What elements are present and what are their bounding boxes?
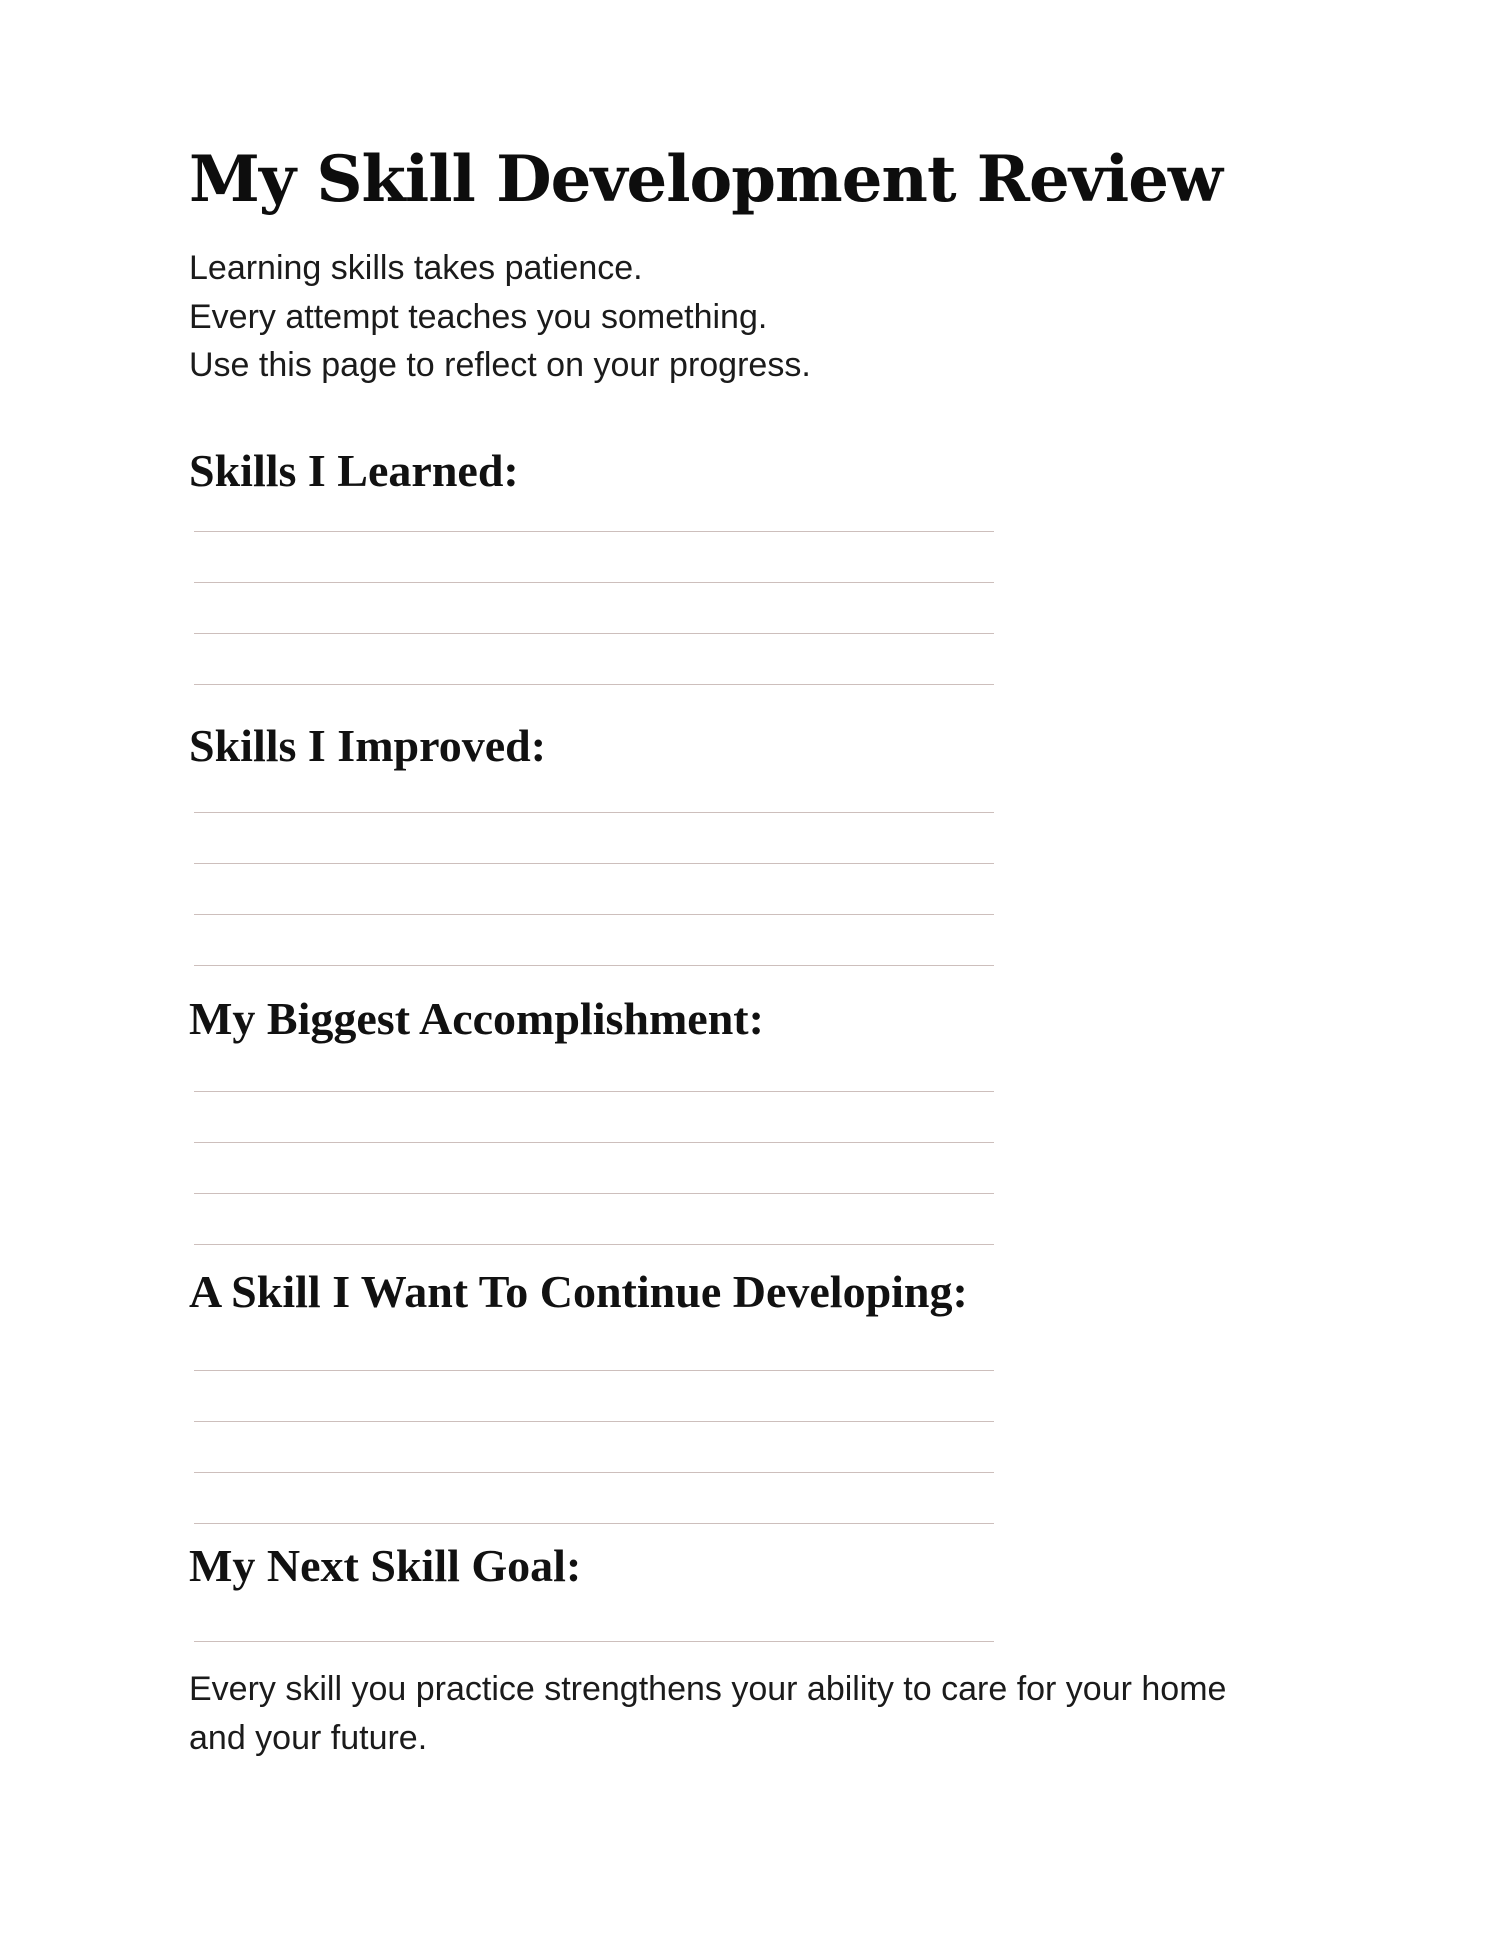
intro-text: [189, 244, 811, 390]
closing-line: Every skill you practice strengthens your ability to care for your home: [189, 1670, 1227, 1708]
writing-line[interactable]: [194, 1421, 994, 1422]
section-heading-continue-developing: A Skill I Want To Continue Developing:: [189, 1266, 968, 1317]
writing-line[interactable]: [194, 531, 994, 532]
writing-line[interactable]: [194, 965, 994, 966]
writing-line[interactable]: [194, 1472, 994, 1473]
writing-line[interactable]: [194, 1641, 994, 1642]
writing-line[interactable]: [194, 1244, 994, 1245]
writing-line[interactable]: [194, 684, 994, 685]
section-heading-biggest-accomplishment: My Biggest Accomplishment:: [189, 993, 764, 1044]
writing-line[interactable]: [194, 914, 994, 915]
intro-line: Use this page to reflect on your progress.: [189, 346, 811, 384]
section-heading-next-skill-goal: My Next Skill Goal:: [189, 1540, 582, 1591]
writing-line[interactable]: [194, 1523, 994, 1524]
writing-line[interactable]: [194, 863, 994, 864]
writing-line[interactable]: [194, 812, 994, 813]
intro-line: Every attempt teaches you something.: [189, 297, 768, 336]
worksheet-page: [189, 0, 1339, 1941]
writing-line[interactable]: [194, 582, 994, 583]
section-heading-skills-improved: Skills I Improved:: [189, 720, 547, 771]
writing-line[interactable]: [194, 1193, 994, 1194]
closing-line: and your future.: [189, 1718, 428, 1757]
writing-line[interactable]: [194, 1142, 994, 1143]
page-title: My Skill Development Review: [189, 142, 1222, 217]
section-heading-skills-learned: Skills I Learned:: [189, 445, 519, 496]
writing-line[interactable]: [194, 1370, 994, 1371]
intro-line: Learning skills takes patience.: [189, 249, 643, 287]
writing-line[interactable]: [194, 1091, 994, 1092]
closing-text: [189, 1665, 1339, 1762]
writing-line[interactable]: [194, 633, 994, 634]
